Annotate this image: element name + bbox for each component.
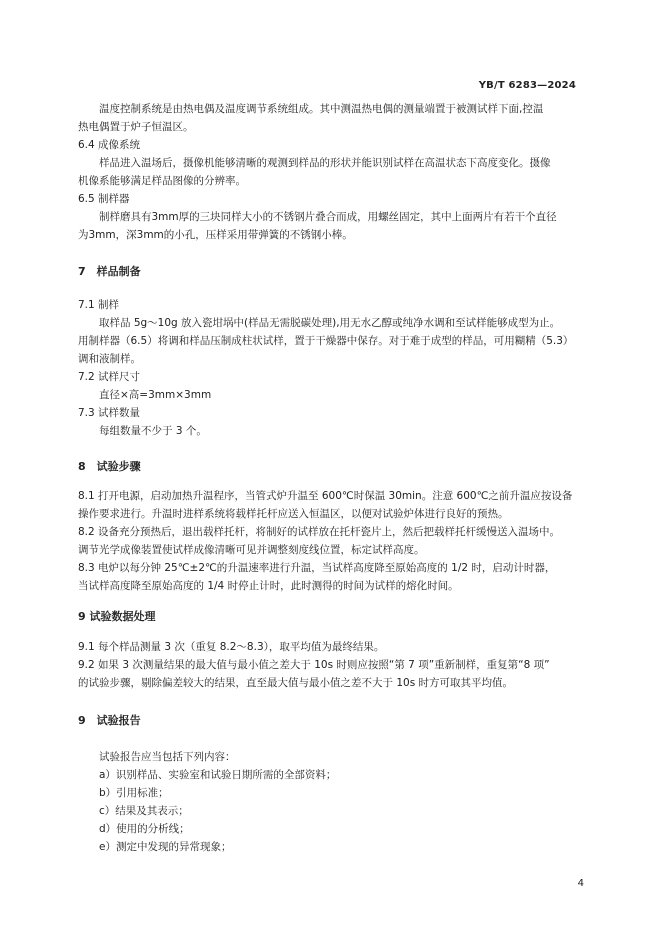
paragraph-line: 8.3 电炉以每分钟 25℃±2℃的升温速率进行升温，当试样高度降至原始高度的 1/2 时，启动计时器， xyxy=(78,562,556,574)
paragraph-line: 每组数量不少于 3 个。 xyxy=(99,425,207,437)
paragraph-line: 试验报告应当包括下列内容： xyxy=(99,751,236,763)
section-8-body xyxy=(78,487,586,595)
subsection-title: 7.3 试样数量 xyxy=(78,407,141,419)
section-9-report-heading: 9 试验报告 xyxy=(78,714,141,727)
section-7-body xyxy=(78,296,586,440)
paragraph-line: 调节光学成像装置使试样成像清晰可见并调整刻度线位置，标定试样高度。 xyxy=(78,544,425,556)
subsection-title: 6.5 制样器 xyxy=(78,193,130,205)
paragraph-line: 温度控制系统是由热电偶及温度调节系统组成。其中测温热电偶的测量端置于被测试样下面,控温 xyxy=(99,103,544,115)
section-9-report-body xyxy=(78,748,586,856)
paragraph-line: 直径×高=3mm×3mm xyxy=(99,389,212,401)
paragraph-line: 9.2 如果 3 次测量结果的最大值与最小值之差大于 10s 时则应按照“第 7 项”重新制样，重复第“8 项” xyxy=(78,659,550,671)
paragraph-line: 取样品 5g～10g 放入瓷坩埚中(样品无需脱碳处理),用无水乙醇或纯净水调和至试样能够成型为止。 xyxy=(99,317,561,329)
section-9-data-body xyxy=(78,638,586,692)
section-7-heading: 7 样品制备 xyxy=(78,265,141,278)
list-item: d）使用的分析线； xyxy=(99,823,190,835)
paragraph-line: 热电偶置于炉子恒温区。 xyxy=(78,121,194,133)
paragraph-line: 制样磨具有3mm厚的三块同样大小的不锈钢片叠合而成，用螺丝固定，其中上面两片有若干个直径 xyxy=(99,211,557,223)
paragraph-line: 为3mm，深3mm的小孔，压样采用带弹簧的不锈钢小棒。 xyxy=(78,229,353,241)
section-8-heading: 8 试验步骤 xyxy=(78,460,141,473)
paragraph-line: 用制样器（6.5）将调和样品压制成柱状试样，置于干燥器中保存。对于难于成型的样品，可用糊精（5.3） xyxy=(78,335,574,347)
paragraph-line: 的试验步骤，剔除偏差较大的结果，直至最大值与最小值之差不大于 10s 时方可取其平均值。 xyxy=(78,677,514,689)
subsection-title: 6.4 成像系统 xyxy=(78,139,141,151)
paragraph-line: 机像系能够满足样品图像的分辨率。 xyxy=(78,175,246,187)
section-6-continued xyxy=(78,100,586,244)
paragraph-line: 8.2 设备充分预热后，退出载样托杆，将制好的试样放在托杆瓷片上，然后把载样托杆缓慢送入温场中。 xyxy=(78,526,561,538)
paragraph-line: 样品进入温场后，摄像机能够清晰的观测到样品的形状并能识别试样在高温状态下高度变化。摄像 xyxy=(99,157,551,169)
paragraph-line: 8.1 打开电源，启动加热升温程序，当管式炉升温至 600℃时保温 30min。注意 600℃之前升温应按设备 xyxy=(78,490,573,502)
paragraph-line: 当试样高度降至原始高度的 1/4 时停止计时，此时测得的时间为试样的熔化时间。 xyxy=(78,580,459,592)
list-item: c）结果及其表示； xyxy=(99,805,189,817)
subsection-title: 7.2 试样尺寸 xyxy=(78,371,141,383)
standard-code: YB/T 6283—2024 xyxy=(478,80,576,91)
list-item: a）识别样品、实验室和试验日期所需的全部资料； xyxy=(99,769,337,781)
paragraph-line: 调和液制样。 xyxy=(78,353,141,365)
list-item: b）引用标准； xyxy=(99,787,169,799)
paragraph-line: 操作要求进行。升温时进样系统将载样托杆应送入恒温区，以便对试验炉体进行良好的预热。 xyxy=(78,508,509,520)
subsection-title: 7.1 制样 xyxy=(78,299,120,311)
paragraph-line: 9.1 每个样品测量 3 次（重复 8.2～8.3），取平均值为最终结果。 xyxy=(78,641,385,653)
section-9-data-heading: 9 试验数据处理 xyxy=(78,610,156,623)
page-number: 4 xyxy=(577,878,584,889)
list-item: e）测定中发现的异常现象； xyxy=(99,841,232,853)
